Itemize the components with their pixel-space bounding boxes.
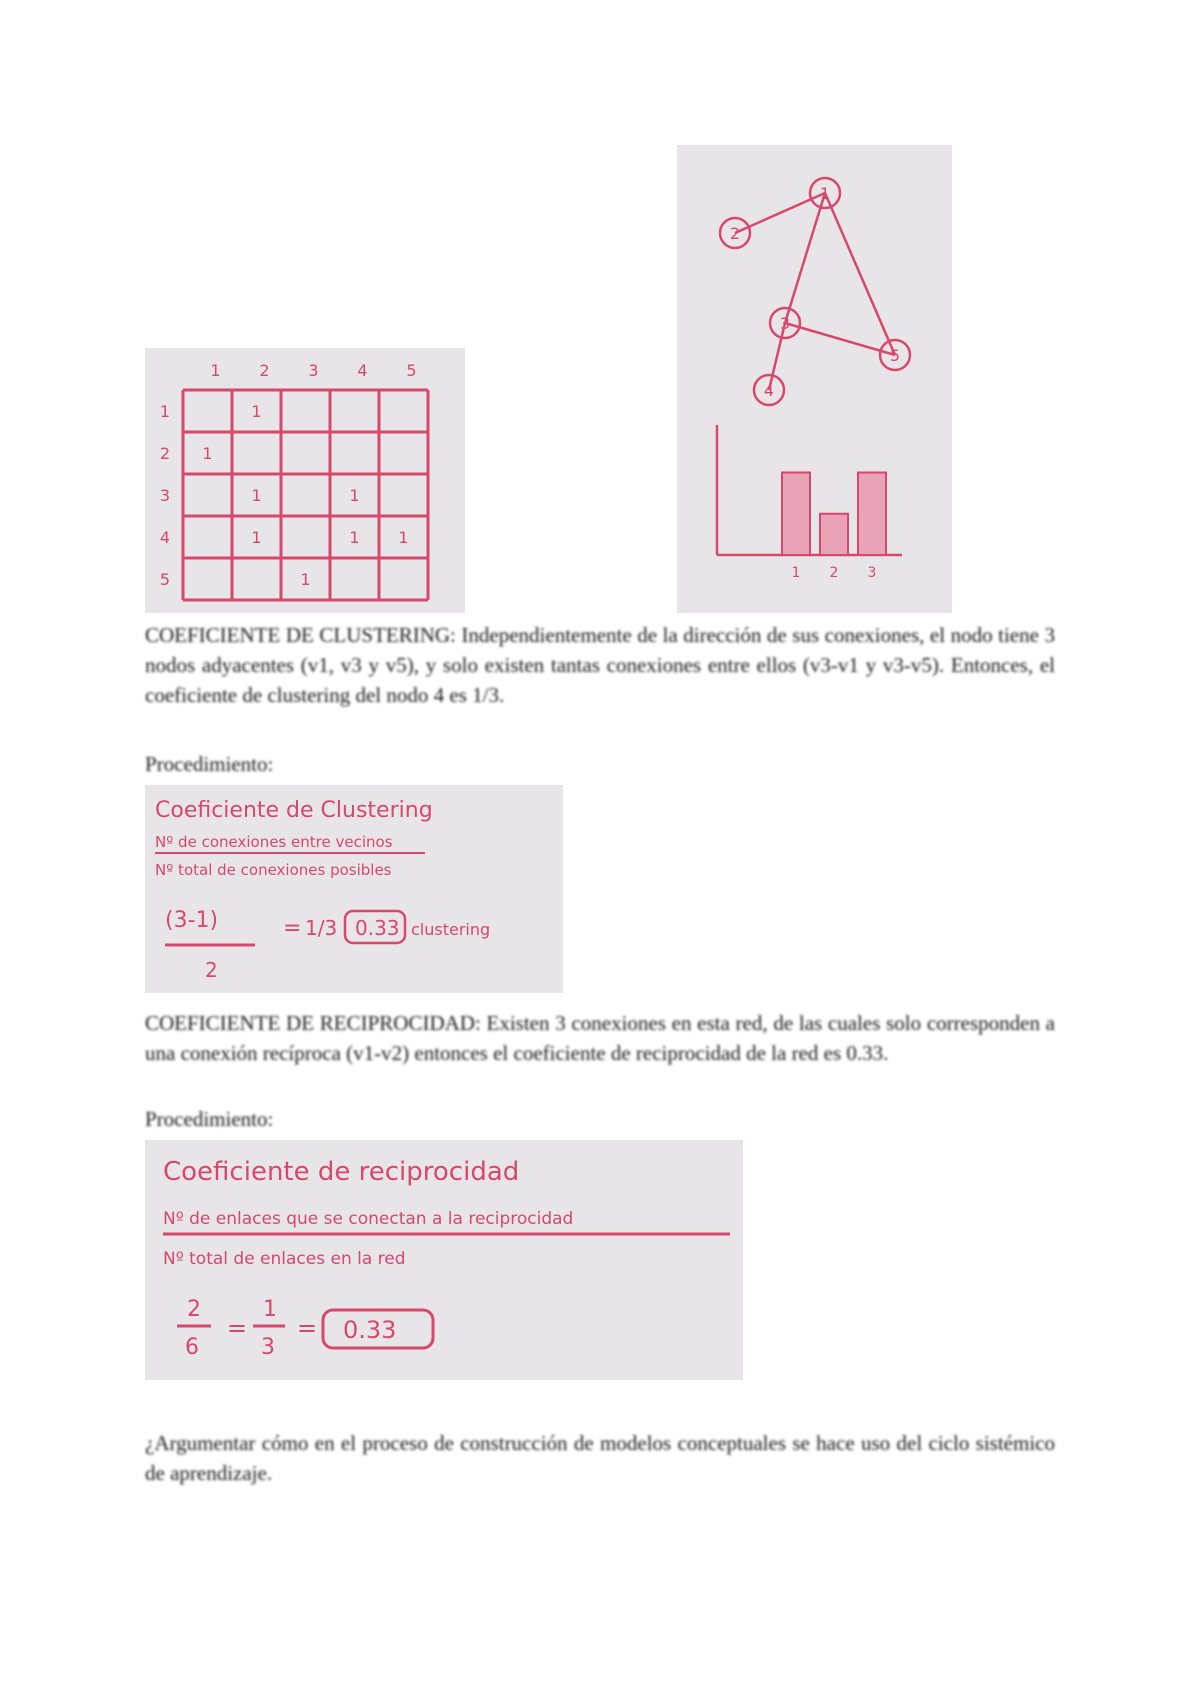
- clustering-photo-result: 0.33: [355, 916, 400, 940]
- svg-text:=: =: [227, 1314, 248, 1342]
- graph-edge: [785, 193, 825, 323]
- graph-node-label: 1: [819, 184, 831, 203]
- clustering-photo-title: Coeficiente de Clustering: [155, 798, 433, 823]
- question-paragraph: ¿Argumentar cómo en el proceso de construcción de modelos conceptuales se hace uso del ciclo sistémico de aprendizaje.: [145, 1431, 1055, 1485]
- matrix-cell-value: 1: [251, 528, 262, 547]
- clustering-photo-line2: Nº total de conexiones posibles: [155, 861, 392, 879]
- clustering-photo-line1: Nº de conexiones entre vecinos: [155, 833, 393, 851]
- mini-bar-label: 2: [829, 565, 839, 581]
- matrix-cell-value: 1: [349, 528, 360, 547]
- clustering-photo-numerator: (3-1): [165, 908, 219, 933]
- matrix-cell-value: 1: [398, 528, 409, 547]
- svg-text:=: =: [283, 916, 302, 941]
- reciprocity-calculation-drawing: [145, 1140, 743, 1380]
- matrix-row-header: 4: [159, 528, 171, 547]
- matrix-row-header: 1: [159, 402, 171, 421]
- reciprocity-paragraph: COEFICIENTE DE RECIPROCIDAD: Existen 3 conexiones en esta red, de las cuales solo corresponden a una conexión recíproca (v1-v2) entonces el coeficiente de reciprocidad de la red es 0.33.: [145, 1011, 1055, 1065]
- mini-bar: [782, 473, 810, 556]
- matrix-cell-value: 1: [349, 486, 360, 505]
- graph-node-label: 2: [729, 224, 741, 243]
- network-graph-drawing: [677, 145, 952, 613]
- graph-node-label: 4: [763, 381, 775, 400]
- matrix-column-header: 4: [357, 361, 368, 380]
- reciprocity-fraction-a-num: 2: [187, 1297, 201, 1322]
- adjacency-matrix-photo: [145, 348, 465, 613]
- graph-edge: [785, 323, 895, 355]
- matrix-cell-value: 1: [251, 486, 262, 505]
- reciprocity-photo-line1: Nº de enlaces que se conectan a la reciprocidad: [163, 1209, 574, 1229]
- clustering-procedure-label: Procedimiento:: [145, 752, 274, 776]
- matrix-column-header: 3: [308, 361, 319, 380]
- network-graph-photo: [677, 145, 952, 613]
- matrix-column-header: 2: [259, 361, 270, 380]
- reciprocity-fraction-a-den: 6: [185, 1335, 199, 1360]
- svg-text:=: =: [297, 1314, 318, 1342]
- reciprocity-fraction-b-den: 3: [261, 1335, 275, 1360]
- matrix-cell-value: 1: [251, 402, 262, 421]
- clustering-photo-fraction: 1/3: [305, 916, 338, 940]
- graph-node-label: 5: [889, 346, 901, 365]
- graph-node-label: 3: [779, 314, 791, 333]
- clustering-paragraph: COEFICIENTE DE CLUSTERING: Independientemente de la dirección de sus conexiones, el nodo tiene 3 nodos adyacentes (v1, v3 y v5), y solo existen tantas conexiones entre ellos (v3-v1 y v3-v5). Entonces, el coeficiente de clustering del nodo 4 es 1/3.: [145, 623, 1055, 707]
- matrix-row-header: 3: [159, 486, 171, 505]
- matrix-row-header: 2: [159, 444, 171, 463]
- reciprocity-photo-line2: Nº total de enlaces en la red: [163, 1249, 406, 1269]
- clustering-photo-result-suffix: clustering: [411, 920, 491, 939]
- reciprocity-photo-result: 0.33: [343, 1316, 397, 1344]
- graph-edge: [825, 193, 895, 355]
- matrix-column-header: 1: [210, 361, 221, 380]
- matrix-row-header: 5: [159, 570, 171, 589]
- clustering-calculation-drawing: [145, 785, 563, 993]
- matrix-cell-value: 1: [300, 570, 311, 589]
- adjacency-matrix-drawing: [145, 348, 465, 613]
- matrix-column-header: 5: [406, 361, 417, 380]
- reciprocity-calculation-photo: [145, 1140, 743, 1380]
- reciprocity-fraction-b-num: 1: [263, 1297, 277, 1322]
- graph-edge: [769, 323, 785, 390]
- mini-bar: [820, 514, 848, 555]
- mini-bar-label: 3: [867, 565, 877, 581]
- reciprocity-procedure-label: Procedimiento:: [145, 1107, 274, 1131]
- clustering-photo-denominator: 2: [205, 958, 218, 982]
- matrix-cell-value: 1: [202, 444, 213, 463]
- reciprocity-photo-title: Coeficiente de reciprocidad: [163, 1157, 520, 1187]
- clustering-calculation-photo: [145, 785, 563, 993]
- mini-bar-label: 1: [791, 565, 801, 581]
- mini-bar: [858, 473, 886, 556]
